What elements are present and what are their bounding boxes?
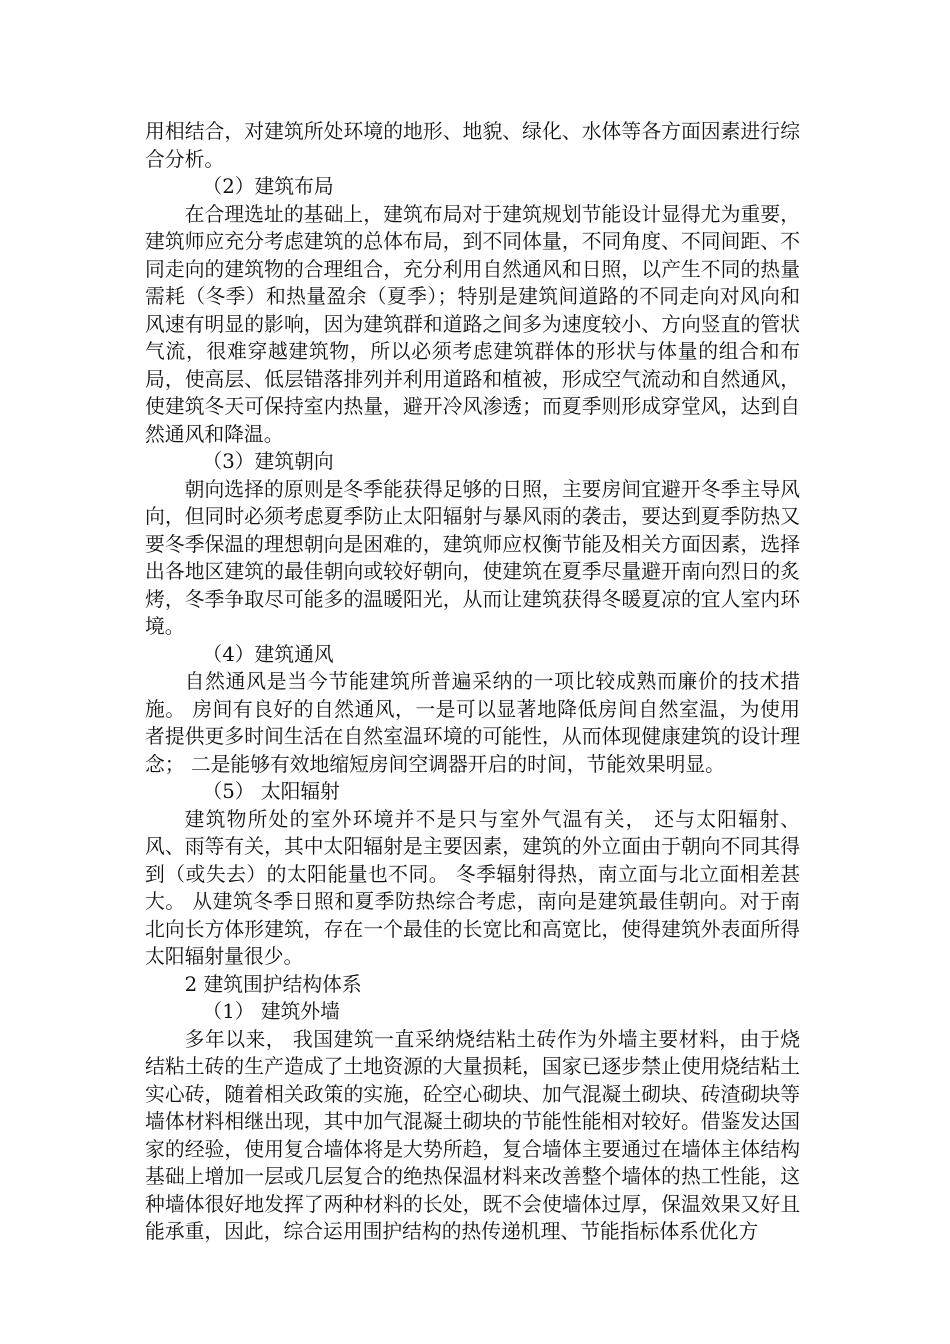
paragraph-building-ventilation: 自然通风是当今节能建筑所普遍采纳的一项比较成熟而廉价的技术措施。 房间有良好的自然通风，一是可以显著地降低房间自然室温，为使用者提供更多时间生活在自然室温环境的可能性，从而体现健康建筑的设计理念； 二是能够有效地缩短房间空调器开启的时间，节能效果明显。 bbox=[145, 670, 800, 776]
subheading-exterior-wall: （1） 建筑外墙 bbox=[202, 1000, 340, 1023]
subheading-building-ventilation: （4）建筑通风 bbox=[202, 642, 334, 666]
paragraph-exterior-wall: 多年以来， 我国建筑一直采纳烧结粘土砖作为外墙主要材料，由于烧结粘土砖的生产造成了土地资源的大量损耗，国家已逐步禁止使用烧结粘土实心砖，随着相关政策的实施，砼空心砌块、加气混凝土砌块、砖渣砌块等墙体材料相继出现，其中加气混凝土砌块的节能性能相对较好。借鉴发达国家的经验，使用复合墙体将是大势所趋，复合墙体主要通过在墙体主体结构基础上增加一层或几层复合的绝热保温材料来改善整个墙体的热工性能，这种墙体很好地发挥了两种材料的长处，既不会使墙体过厚，保温效果又好且能承重，因此，综合运用围护结构的热传递机理、节能指标体系优化方 bbox=[145, 1027, 800, 1243]
paragraph-solar-radiation: 建筑物所处的室外环境并不是只与室外气温有关， 还与太阳辐射、风、雨等有关，其中太阳辐射是主要因素，建筑的外立面由于朝向不同其得到（或失去）的太阳能量也不同。 冬季辐射得热，南立面与北立面相差甚大。 从建筑冬季日照和夏季防热综合考虑，南向是建筑最佳朝向。对于南北向长方体形建筑，存在一个最佳的长宽比和高宽比，使得建筑外表面所得太阳辐射量很少。 bbox=[145, 807, 800, 968]
document-page bbox=[145, 118, 800, 1246]
subheading-solar-radiation: （5） 太阳辐射 bbox=[202, 780, 340, 803]
paragraph-continuation: 用相结合，对建筑所处环境的地形、地貌、绿化、水体等各方面因素进行综合分析。 bbox=[145, 120, 800, 171]
paragraph-building-orientation: 朝向选择的原则是冬季能获得足够的日照，主要房间宜避开冬季主导风向，但同时必须考虑夏季防止太阳辐射与暴风雨的袭击，要达到夏季防热又要冬季保温的理想朝向是困难的，建筑师应权衡节能及相关方面因素，选择出各地区建筑的最佳朝向或较好朝向，使建筑在夏季尽量避开南向烈日的炙烤，冬季争取尽可能多的温暖阳光，从而让建筑获得冬暖夏凉的宜人室内环境。 bbox=[145, 477, 800, 638]
paragraph-building-layout: 在合理选址的基础上，建筑布局对于建筑规划节能设计显得尤为重要，建筑师应充分考虑建筑的总体布局，到不同体量，不同角度、不同间距、不同走向的建筑物的合理组合，充分利用自然通风和日照，以产生不同的热量需耗（冬季）和热量盈余（夏季）；特别是建筑间道路的不同走向对风向和风速有明显的影响，因为建筑群和道路之间多为速度较小、方向竖直的管状气流，很难穿越建筑物，所以必须考虑建筑群体的形状与体量的组合和布局，使高层、低层错落排列并利用道路和植被，形成空气流动和自然通风，使建筑冬天可保持室内热量，避开冷风渗透；而夏季则形成穿堂风，达到自然通风和降温。 bbox=[145, 202, 800, 446]
subheading-building-orientation: （3）建筑朝向 bbox=[202, 450, 334, 473]
section-heading-envelope-system: 2 建筑围护结构体系 bbox=[184, 972, 362, 996]
subheading-building-layout: （2）建筑布局 bbox=[202, 175, 334, 198]
